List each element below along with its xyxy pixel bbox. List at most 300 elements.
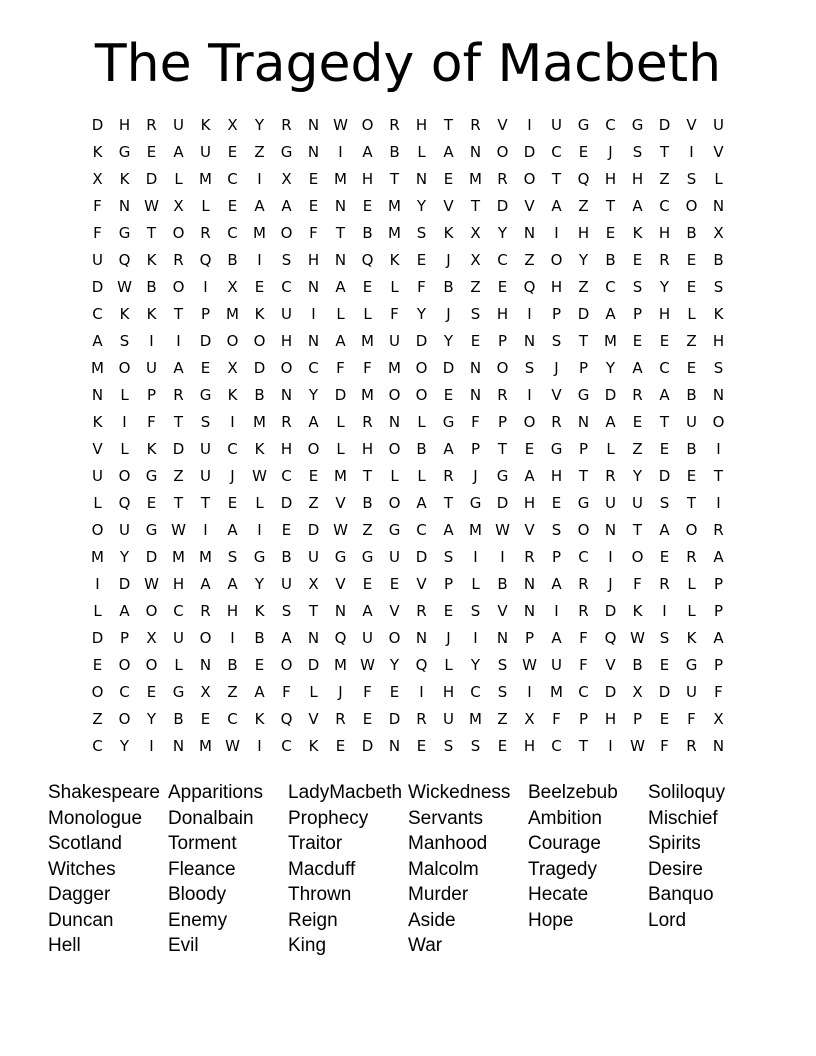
grid-letter[interactable]: A	[254, 683, 265, 701]
grid-letter[interactable]: F	[93, 197, 102, 215]
grid-letter[interactable]: X	[281, 170, 292, 188]
grid-letter[interactable]: U	[632, 494, 643, 512]
grid-letter[interactable]: U	[173, 116, 184, 134]
grid-letter[interactable]: D	[91, 116, 104, 134]
grid-letter[interactable]: B	[227, 251, 238, 269]
grid-letter[interactable]: J	[473, 467, 478, 485]
grid-letter[interactable]: O	[172, 278, 185, 296]
grid-letter[interactable]: W	[630, 629, 645, 647]
grid-letter[interactable]: Z	[632, 440, 643, 458]
grid-letter[interactable]: A	[632, 197, 643, 215]
grid-letter[interactable]: B	[416, 440, 427, 458]
grid-letter[interactable]: O	[496, 143, 509, 161]
grid-letter[interactable]: Y	[497, 224, 508, 242]
grid-letter[interactable]: C	[659, 359, 670, 377]
grid-letter[interactable]: R	[416, 710, 427, 728]
grid-letter[interactable]: H	[604, 170, 617, 188]
grid-letter[interactable]: L	[390, 467, 399, 485]
grid-letter[interactable]: S	[416, 224, 427, 242]
grid-letter[interactable]: B	[281, 548, 292, 566]
grid-letter[interactable]: G	[577, 386, 590, 404]
grid-letter[interactable]: K	[254, 305, 265, 323]
grid-letter[interactable]: U	[551, 116, 562, 134]
grid-letter[interactable]: T	[578, 332, 589, 350]
grid-letter[interactable]: B	[389, 143, 400, 161]
grid-letter[interactable]: K	[254, 440, 265, 458]
grid-letter[interactable]: H	[631, 170, 644, 188]
grid-letter[interactable]: T	[335, 224, 346, 242]
grid-letter[interactable]: R	[686, 737, 697, 755]
grid-letter[interactable]: G	[685, 656, 698, 674]
grid-letter[interactable]: U	[92, 467, 103, 485]
grid-letter[interactable]: B	[362, 494, 373, 512]
grid-letter[interactable]: E	[497, 278, 508, 296]
grid-letter[interactable]: V	[524, 521, 535, 539]
grid-letter[interactable]: F	[93, 224, 102, 242]
grid-letter[interactable]: R	[200, 602, 211, 620]
grid-letter[interactable]: P	[551, 305, 562, 323]
grid-letter[interactable]: W	[117, 278, 132, 296]
grid-letter[interactable]: K	[119, 305, 130, 323]
grid-letter[interactable]: D	[604, 683, 617, 701]
grid-letter[interactable]: G	[199, 386, 212, 404]
grid-letter[interactable]: N	[712, 386, 725, 404]
grid-letter[interactable]: V	[686, 116, 697, 134]
grid-letter[interactable]: E	[497, 737, 508, 755]
grid-letter[interactable]: E	[92, 656, 103, 674]
grid-letter[interactable]: N	[334, 197, 347, 215]
grid-letter[interactable]: O	[280, 656, 293, 674]
grid-letter[interactable]: W	[171, 521, 186, 539]
grid-letter[interactable]: P	[632, 710, 643, 728]
grid-letter[interactable]: N	[469, 386, 482, 404]
grid-letter[interactable]: G	[253, 548, 266, 566]
grid-letter[interactable]: U	[281, 575, 292, 593]
grid-letter[interactable]: N	[280, 386, 293, 404]
grid-letter[interactable]: L	[417, 413, 426, 431]
grid-letter[interactable]: I	[257, 737, 262, 755]
grid-letter[interactable]: O	[631, 548, 644, 566]
grid-letter[interactable]: N	[712, 737, 725, 755]
grid-letter[interactable]: P	[632, 305, 643, 323]
grid-letter[interactable]: E	[227, 197, 238, 215]
grid-letter[interactable]: I	[554, 602, 559, 620]
grid-letter[interactable]: E	[578, 143, 589, 161]
grid-letter[interactable]: E	[416, 251, 427, 269]
grid-letter[interactable]: Q	[280, 710, 293, 728]
grid-letter[interactable]: A	[227, 521, 238, 539]
grid-letter[interactable]: V	[389, 602, 400, 620]
grid-letter[interactable]: E	[389, 575, 400, 593]
grid-letter[interactable]: P	[497, 332, 508, 350]
grid-letter[interactable]: V	[551, 386, 562, 404]
grid-letter[interactable]: D	[496, 197, 509, 215]
grid-letter[interactable]: I	[716, 440, 721, 458]
grid-letter[interactable]: C	[578, 548, 589, 566]
grid-letter[interactable]: T	[632, 521, 643, 539]
grid-letter[interactable]: E	[362, 278, 373, 296]
grid-letter[interactable]: S	[686, 170, 697, 188]
grid-letter[interactable]: D	[415, 548, 428, 566]
grid-letter[interactable]: J	[446, 305, 451, 323]
grid-letter[interactable]: X	[92, 170, 103, 188]
grid-letter[interactable]: D	[280, 494, 293, 512]
grid-letter[interactable]: C	[578, 683, 589, 701]
grid-letter[interactable]: O	[118, 656, 131, 674]
grid-letter[interactable]: I	[149, 737, 154, 755]
grid-letter[interactable]: W	[144, 197, 159, 215]
grid-letter[interactable]: M	[469, 170, 482, 188]
grid-letter[interactable]: L	[309, 683, 318, 701]
grid-letter[interactable]: T	[443, 116, 454, 134]
grid-letter[interactable]: T	[497, 440, 508, 458]
grid-letter[interactable]: R	[551, 413, 562, 431]
grid-letter[interactable]: C	[173, 602, 184, 620]
grid-letter[interactable]: O	[550, 251, 563, 269]
grid-letter[interactable]: E	[551, 494, 562, 512]
grid-letter[interactable]: N	[172, 737, 185, 755]
grid-letter[interactable]: T	[200, 494, 211, 512]
grid-letter[interactable]: G	[631, 116, 644, 134]
grid-letter[interactable]: E	[632, 332, 643, 350]
grid-letter[interactable]: O	[577, 521, 590, 539]
grid-letter[interactable]: I	[662, 602, 667, 620]
grid-letter[interactable]: I	[257, 170, 262, 188]
grid-letter[interactable]: Q	[118, 494, 131, 512]
grid-letter[interactable]: L	[336, 413, 345, 431]
grid-letter[interactable]: H	[307, 251, 320, 269]
grid-letter[interactable]: G	[145, 521, 158, 539]
grid-letter[interactable]: E	[281, 521, 292, 539]
grid-letter[interactable]: Y	[632, 467, 643, 485]
grid-letter[interactable]: I	[257, 251, 262, 269]
grid-letter[interactable]: J	[230, 467, 235, 485]
grid-letter[interactable]: A	[416, 494, 427, 512]
grid-letter[interactable]: Z	[308, 494, 319, 512]
grid-letter[interactable]: I	[95, 575, 100, 593]
grid-letter[interactable]: K	[146, 440, 157, 458]
grid-letter[interactable]: L	[201, 197, 210, 215]
grid-letter[interactable]: E	[362, 710, 373, 728]
grid-letter[interactable]: F	[633, 575, 642, 593]
grid-letter[interactable]: D	[91, 629, 104, 647]
grid-letter[interactable]: E	[686, 251, 697, 269]
grid-letter[interactable]: S	[119, 332, 130, 350]
grid-letter[interactable]: B	[632, 656, 643, 674]
grid-letter[interactable]: V	[497, 116, 508, 134]
grid-letter[interactable]: I	[149, 332, 154, 350]
grid-letter[interactable]: L	[714, 170, 723, 188]
grid-letter[interactable]: O	[388, 440, 401, 458]
grid-letter[interactable]: P	[524, 629, 535, 647]
grid-letter[interactable]: R	[389, 116, 400, 134]
grid-letter[interactable]: M	[226, 305, 239, 323]
grid-letter[interactable]: M	[604, 332, 617, 350]
grid-letter[interactable]: K	[254, 710, 265, 728]
grid-letter[interactable]: X	[227, 116, 238, 134]
grid-letter[interactable]: T	[578, 737, 589, 755]
grid-letter[interactable]: P	[713, 575, 724, 593]
grid-letter[interactable]: A	[362, 602, 373, 620]
grid-letter[interactable]: G	[118, 224, 131, 242]
grid-letter[interactable]: B	[362, 224, 373, 242]
grid-letter[interactable]: L	[687, 305, 696, 323]
grid-letter[interactable]: E	[416, 737, 427, 755]
grid-letter[interactable]: A	[119, 602, 130, 620]
grid-letter[interactable]: P	[578, 710, 589, 728]
grid-letter[interactable]: C	[605, 278, 616, 296]
grid-letter[interactable]: J	[446, 629, 451, 647]
grid-letter[interactable]: C	[227, 440, 238, 458]
grid-letter[interactable]: G	[469, 494, 482, 512]
grid-letter[interactable]: E	[362, 197, 373, 215]
grid-letter[interactable]: S	[497, 683, 508, 701]
grid-letter[interactable]: C	[281, 278, 292, 296]
grid-letter[interactable]: E	[308, 170, 319, 188]
grid-letter[interactable]: C	[416, 521, 427, 539]
grid-letter[interactable]: H	[172, 575, 185, 593]
grid-letter[interactable]: S	[470, 305, 481, 323]
grid-letter[interactable]: Z	[686, 332, 697, 350]
grid-letter[interactable]: J	[608, 575, 613, 593]
grid-letter[interactable]: L	[444, 656, 453, 674]
grid-letter[interactable]: V	[443, 197, 454, 215]
grid-letter[interactable]: O	[523, 170, 536, 188]
grid-letter[interactable]: U	[605, 494, 616, 512]
grid-letter[interactable]: K	[227, 386, 238, 404]
grid-letter[interactable]: I	[419, 683, 424, 701]
grid-letter[interactable]: H	[550, 467, 563, 485]
grid-letter[interactable]: N	[91, 386, 104, 404]
grid-letter[interactable]: L	[174, 170, 183, 188]
grid-letter[interactable]: B	[254, 629, 265, 647]
grid-letter[interactable]: E	[146, 683, 157, 701]
grid-letter[interactable]: T	[308, 602, 319, 620]
grid-letter[interactable]: X	[200, 683, 211, 701]
grid-letter[interactable]: D	[604, 386, 617, 404]
grid-letter[interactable]: Y	[416, 305, 427, 323]
grid-letter[interactable]: I	[689, 143, 694, 161]
grid-letter[interactable]: M	[199, 170, 212, 188]
grid-letter[interactable]: N	[388, 413, 401, 431]
grid-letter[interactable]: J	[608, 143, 613, 161]
grid-letter[interactable]: O	[388, 386, 401, 404]
grid-letter[interactable]: O	[226, 332, 239, 350]
grid-letter[interactable]: G	[118, 143, 131, 161]
grid-letter[interactable]: E	[227, 143, 238, 161]
grid-letter[interactable]: X	[146, 629, 157, 647]
grid-letter[interactable]: O	[172, 224, 185, 242]
grid-letter[interactable]: B	[686, 440, 697, 458]
grid-letter[interactable]: Y	[119, 548, 130, 566]
grid-letter[interactable]: V	[524, 197, 535, 215]
grid-letter[interactable]: O	[199, 629, 212, 647]
grid-letter[interactable]: I	[311, 305, 316, 323]
grid-letter[interactable]: M	[361, 332, 374, 350]
grid-letter[interactable]: Y	[605, 359, 616, 377]
grid-letter[interactable]: M	[253, 413, 266, 431]
grid-letter[interactable]: N	[307, 116, 320, 134]
grid-letter[interactable]: S	[713, 278, 724, 296]
grid-letter[interactable]: I	[122, 413, 127, 431]
grid-letter[interactable]: I	[527, 386, 532, 404]
grid-letter[interactable]: H	[604, 710, 617, 728]
grid-letter[interactable]: W	[252, 467, 267, 485]
grid-letter[interactable]: Z	[227, 683, 238, 701]
grid-letter[interactable]: N	[523, 224, 536, 242]
grid-letter[interactable]: N	[307, 332, 320, 350]
grid-letter[interactable]: F	[687, 710, 696, 728]
grid-letter[interactable]: A	[173, 359, 184, 377]
grid-letter[interactable]: U	[92, 251, 103, 269]
grid-letter[interactable]: U	[551, 656, 562, 674]
grid-letter[interactable]: N	[523, 575, 536, 593]
grid-letter[interactable]: Y	[254, 116, 265, 134]
grid-letter[interactable]: H	[577, 224, 590, 242]
grid-letter[interactable]: B	[173, 710, 184, 728]
grid-letter[interactable]: Z	[524, 251, 535, 269]
grid-letter[interactable]: U	[389, 548, 400, 566]
grid-letter[interactable]: W	[630, 737, 645, 755]
grid-letter[interactable]: R	[200, 224, 211, 242]
grid-letter[interactable]: H	[442, 683, 455, 701]
grid-letter[interactable]: K	[632, 224, 643, 242]
grid-letter[interactable]: L	[417, 467, 426, 485]
grid-letter[interactable]: E	[335, 737, 346, 755]
grid-letter[interactable]: K	[389, 251, 400, 269]
grid-letter[interactable]: X	[470, 251, 481, 269]
grid-letter[interactable]: Q	[415, 656, 428, 674]
grid-letter[interactable]: Z	[92, 710, 103, 728]
grid-letter[interactable]: O	[280, 224, 293, 242]
grid-letter[interactable]: R	[659, 575, 670, 593]
grid-letter[interactable]: D	[658, 683, 671, 701]
grid-letter[interactable]: M	[199, 548, 212, 566]
grid-letter[interactable]: C	[119, 683, 130, 701]
grid-letter[interactable]: E	[389, 683, 400, 701]
grid-letter[interactable]: W	[333, 116, 348, 134]
grid-letter[interactable]: A	[173, 143, 184, 161]
grid-letter[interactable]: E	[443, 386, 454, 404]
grid-letter[interactable]: G	[334, 548, 347, 566]
grid-letter[interactable]: U	[200, 143, 211, 161]
grid-letter[interactable]: M	[334, 170, 347, 188]
grid-letter[interactable]: G	[577, 494, 590, 512]
grid-letter[interactable]: I	[608, 548, 613, 566]
grid-letter[interactable]: L	[390, 278, 399, 296]
grid-letter[interactable]: O	[712, 413, 725, 431]
grid-letter[interactable]: O	[685, 521, 698, 539]
grid-letter[interactable]: L	[174, 656, 183, 674]
grid-letter[interactable]: M	[172, 548, 185, 566]
grid-letter[interactable]: C	[497, 251, 508, 269]
grid-letter[interactable]: F	[714, 683, 723, 701]
grid-letter[interactable]: D	[145, 548, 158, 566]
grid-letter[interactable]: E	[308, 467, 319, 485]
grid-letter[interactable]: U	[443, 710, 454, 728]
grid-letter[interactable]: T	[578, 467, 589, 485]
grid-letter[interactable]: K	[686, 629, 697, 647]
grid-letter[interactable]: B	[146, 278, 157, 296]
grid-letter[interactable]: N	[388, 737, 401, 755]
grid-letter[interactable]: A	[335, 278, 346, 296]
grid-letter[interactable]: L	[687, 602, 696, 620]
grid-letter[interactable]: H	[118, 116, 131, 134]
grid-letter[interactable]: A	[713, 629, 724, 647]
grid-letter[interactable]: O	[388, 494, 401, 512]
grid-letter[interactable]: S	[227, 548, 238, 566]
grid-letter[interactable]: V	[335, 575, 346, 593]
grid-letter[interactable]: B	[686, 224, 697, 242]
grid-letter[interactable]: A	[713, 548, 724, 566]
grid-letter[interactable]: Z	[254, 143, 265, 161]
grid-letter[interactable]: C	[659, 197, 670, 215]
grid-letter[interactable]: O	[118, 467, 131, 485]
grid-letter[interactable]: D	[577, 305, 590, 323]
grid-letter[interactable]: U	[686, 413, 697, 431]
grid-letter[interactable]: O	[118, 359, 131, 377]
grid-letter[interactable]: B	[254, 386, 265, 404]
grid-letter[interactable]: Z	[470, 278, 481, 296]
grid-letter[interactable]: P	[578, 440, 589, 458]
grid-letter[interactable]: F	[363, 683, 372, 701]
grid-letter[interactable]: N	[334, 602, 347, 620]
grid-letter[interactable]: R	[605, 467, 616, 485]
grid-letter[interactable]: I	[176, 332, 181, 350]
grid-letter[interactable]: L	[471, 575, 480, 593]
grid-letter[interactable]: T	[551, 170, 562, 188]
grid-letter[interactable]: T	[713, 467, 724, 485]
grid-letter[interactable]: L	[336, 440, 345, 458]
grid-letter[interactable]: C	[470, 683, 481, 701]
grid-letter[interactable]: Z	[362, 521, 373, 539]
grid-letter[interactable]: O	[253, 332, 266, 350]
grid-letter[interactable]: D	[361, 737, 374, 755]
grid-letter[interactable]: H	[361, 440, 374, 458]
grid-letter[interactable]: E	[686, 278, 697, 296]
grid-letter[interactable]: O	[685, 197, 698, 215]
grid-letter[interactable]: N	[712, 197, 725, 215]
grid-letter[interactable]: M	[91, 548, 104, 566]
grid-letter[interactable]: A	[281, 197, 292, 215]
grid-letter[interactable]: K	[308, 737, 319, 755]
grid-letter[interactable]: K	[254, 602, 265, 620]
grid-letter[interactable]: O	[91, 521, 104, 539]
grid-letter[interactable]: E	[524, 440, 535, 458]
grid-letter[interactable]: R	[524, 548, 535, 566]
grid-letter[interactable]: Y	[308, 386, 319, 404]
grid-letter[interactable]: L	[93, 602, 102, 620]
grid-letter[interactable]: S	[632, 143, 643, 161]
grid-letter[interactable]: T	[659, 143, 670, 161]
grid-letter[interactable]: D	[442, 359, 455, 377]
grid-letter[interactable]: S	[470, 737, 481, 755]
grid-letter[interactable]: C	[281, 467, 292, 485]
grid-letter[interactable]: E	[686, 359, 697, 377]
grid-letter[interactable]: T	[389, 170, 400, 188]
grid-letter[interactable]: I	[527, 116, 532, 134]
grid-letter[interactable]: B	[227, 656, 238, 674]
grid-letter[interactable]: A	[524, 467, 535, 485]
grid-letter[interactable]: Q	[118, 251, 131, 269]
grid-letter[interactable]: M	[334, 656, 347, 674]
grid-letter[interactable]: H	[658, 224, 671, 242]
grid-letter[interactable]: A	[551, 575, 562, 593]
grid-letter[interactable]: F	[309, 224, 318, 242]
grid-letter[interactable]: T	[443, 494, 454, 512]
grid-letter[interactable]: N	[469, 359, 482, 377]
grid-letter[interactable]: B	[713, 251, 724, 269]
